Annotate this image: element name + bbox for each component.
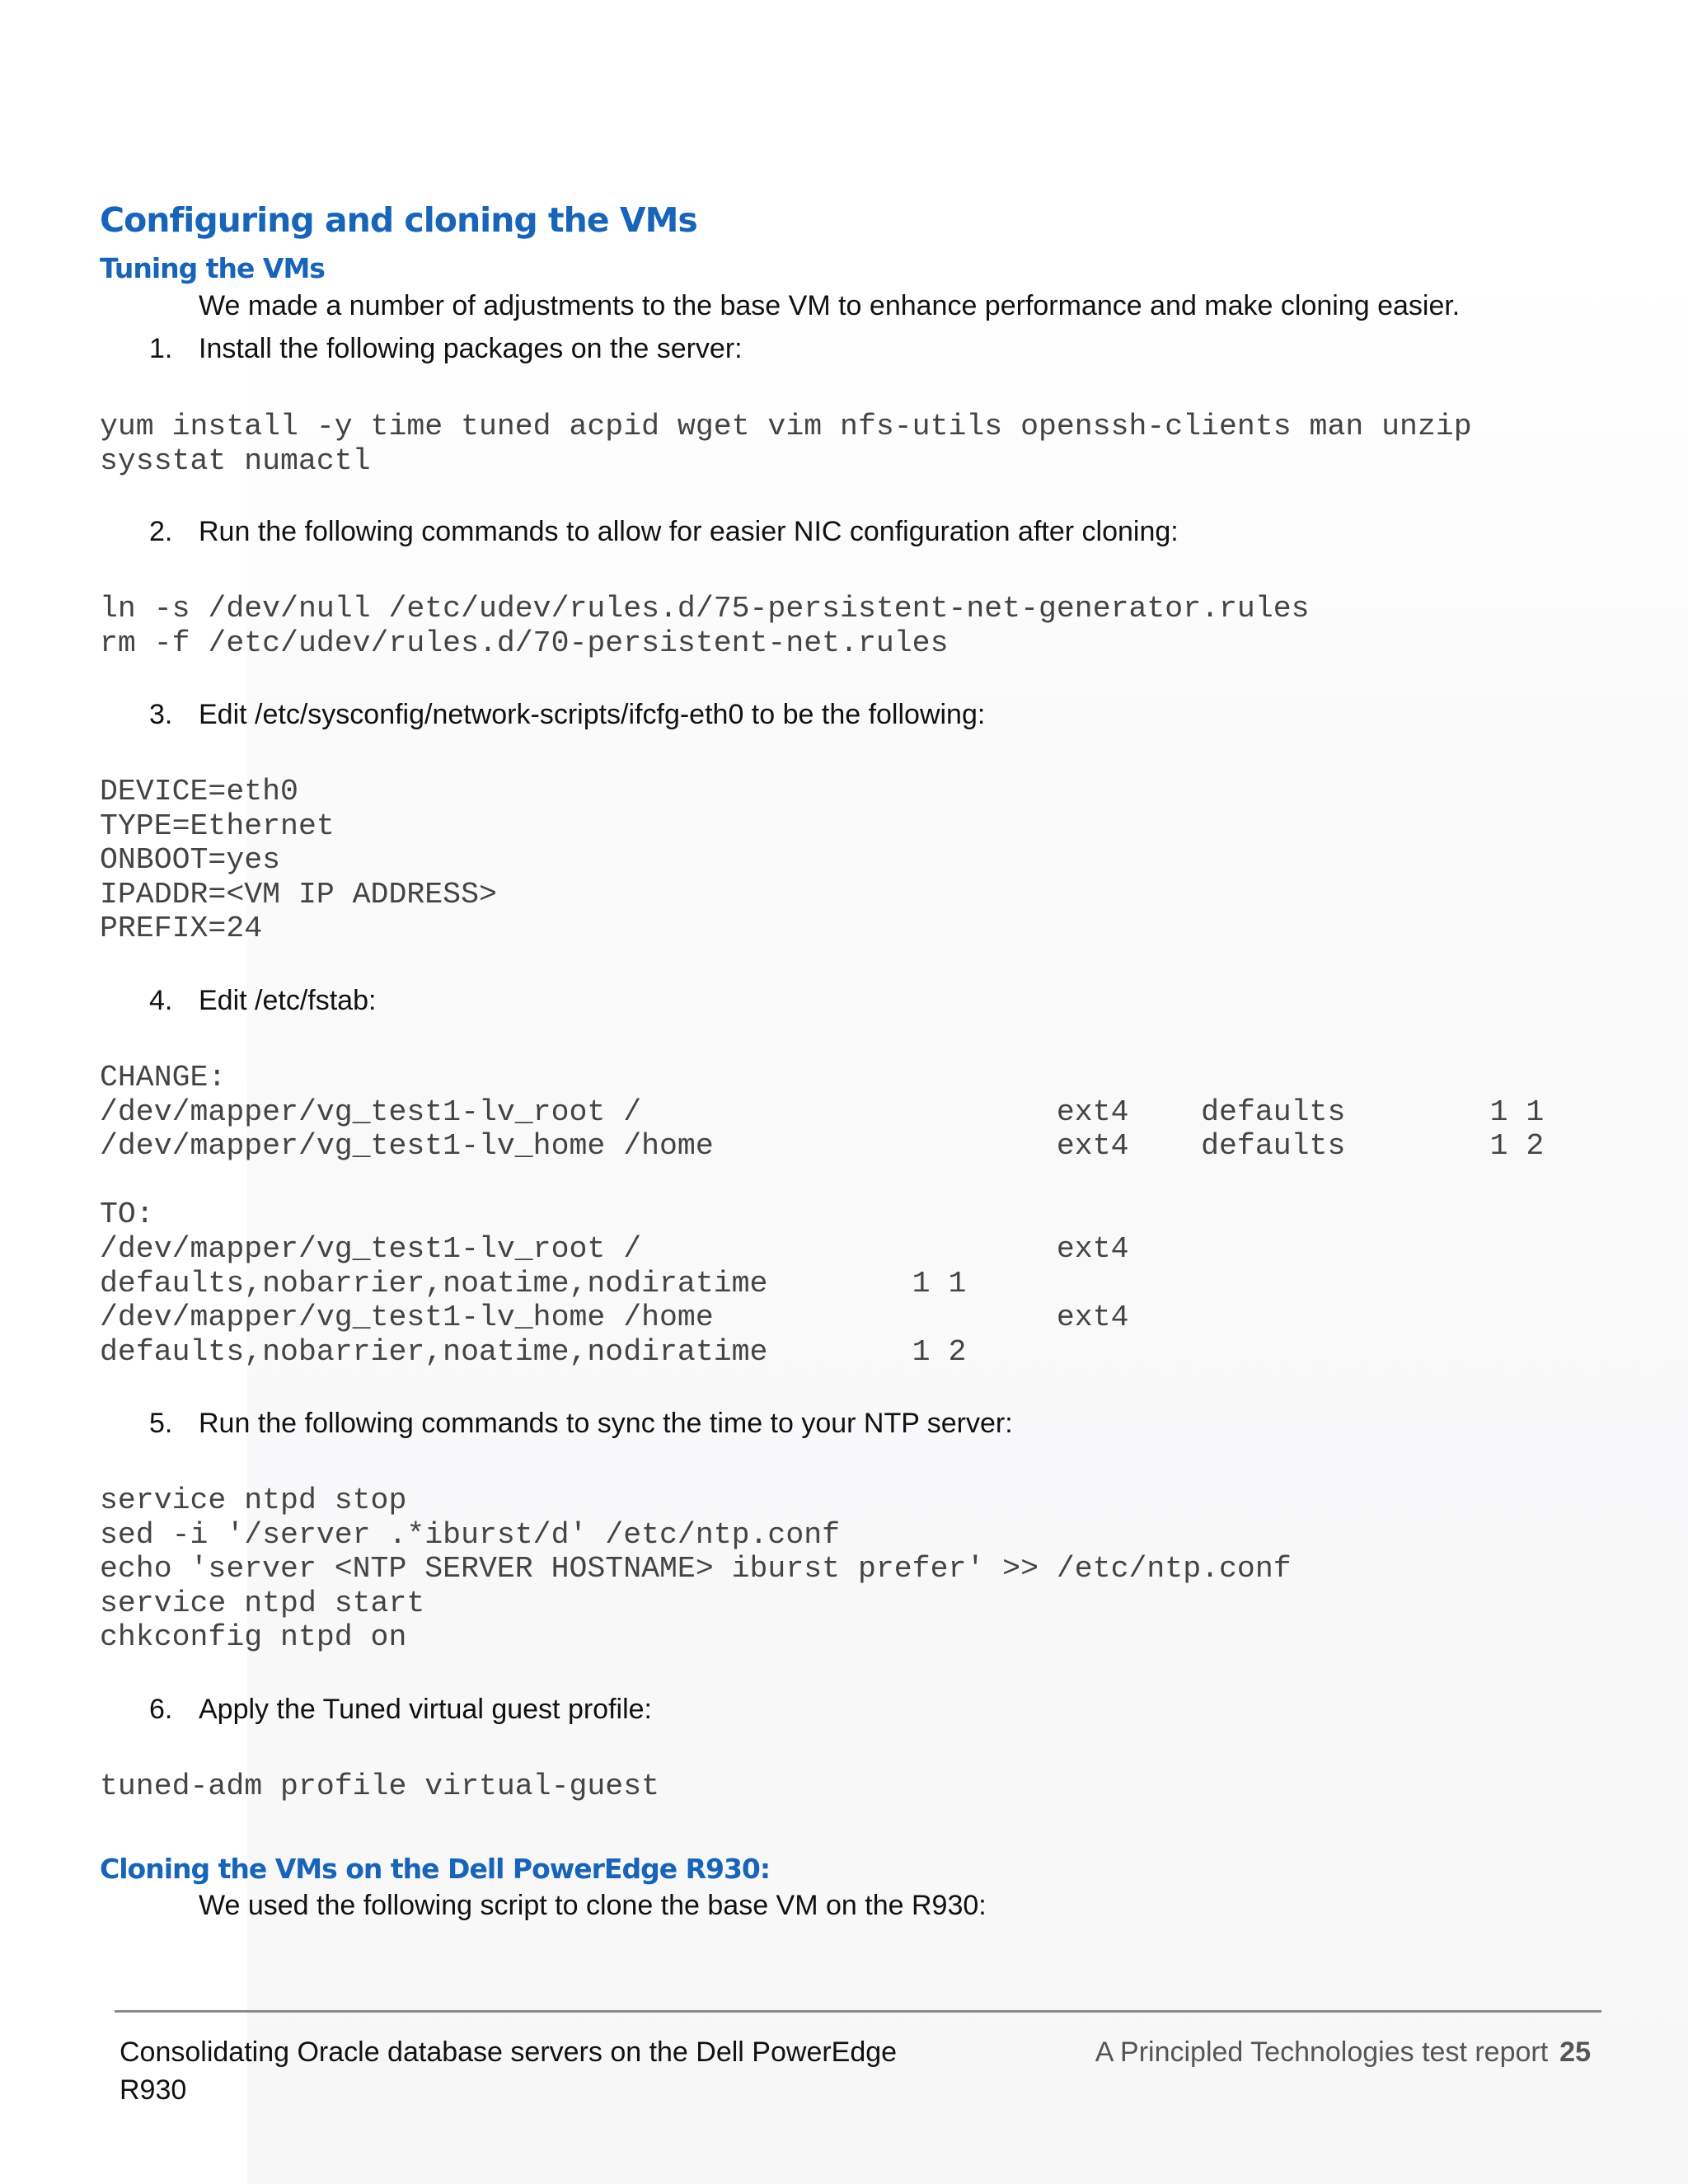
step-text: Edit /etc/sysconfig/network-scripts/ifcfg-eth0 to be the following:: [199, 699, 986, 730]
step-text: Run the following commands to allow for easier NIC configuration after cloning:: [199, 516, 1179, 547]
footer-divider: [115, 2010, 1601, 2013]
step-text: Edit /etc/fstab:: [199, 985, 377, 1016]
step-number: 3.: [149, 699, 173, 730]
code-block-step-5: service ntpd stop sed -i '/server .*iburst/d' /etc/ntp.conf echo 'server <NTP SERVER HOSTNAME> iburst prefer' >> /etc/ntp.conf service ntpd start chkconfig ntpd on: [100, 1483, 1292, 1655]
step-2: [149, 516, 1179, 548]
footer-publisher-text: A Principled Technologies test report: [1095, 2036, 1549, 2068]
step-5: [149, 1408, 1013, 1440]
subsection-heading-tuning: Tuning the VMs: [100, 252, 325, 284]
footer-report-title: Consolidating Oracle database servers on the Dell PowerEdge R930: [120, 2036, 898, 2106]
subsection-heading-cloning: Cloning the VMs on the Dell PowerEdge R930:: [100, 1853, 771, 1885]
step-number: 5.: [149, 1408, 173, 1439]
step-4: [149, 985, 376, 1017]
page-number: 25: [1559, 2036, 1591, 2068]
footer-publisher: [989, 2033, 1591, 2071]
step-3: [149, 699, 985, 731]
step-number: 4.: [149, 985, 173, 1016]
step-text: Apply the Tuned virtual guest profile:: [199, 1694, 652, 1725]
intro-paragraph-tuning: We made a number of adjustments to the base VM to enhance performance and make cloning easier.: [199, 290, 1461, 321]
code-block-step-6: tuned-adm profile virtual-guest: [100, 1769, 660, 1803]
step-text: Run the following commands to sync the time to your NTP server:: [199, 1408, 1013, 1439]
step-number: 1.: [149, 333, 173, 364]
code-block-step-2: ln -s /dev/null /etc/udev/rules.d/75-persistent-net-generator.rules rm -f /etc/udev/rules.d/70-persistent-net.rules: [100, 592, 1310, 660]
code-block-step-3: DEVICE=eth0 TYPE=Ethernet ONBOOT=yes IPADDR=<VM IP ADDRESS> PREFIX=24: [100, 775, 497, 946]
step-text: Install the following packages on the server:: [199, 333, 743, 364]
code-block-step-4: CHANGE: /dev/mapper/vg_test1-lv_root / ext4 defaults 1 1 /dev/mapper/vg_test1-lv_home /home ext4 defaults 1 2 TO: /dev/mapper/vg_test1-lv_root / ext4 defaults,nobarrier,noatime,nodiratime 1 1 /dev/mapper/vg_test1-lv_home /home ext4 defaults,nobarrier,noatime,nodiratime 1 2: [100, 1061, 1545, 1369]
section-heading: Configuring and cloning the VMs: [100, 200, 697, 240]
step-1: [149, 333, 743, 365]
code-block-step-1: yum install -y time tuned acpid wget vim nfs-utils openssh-clients man unzip sysstat numactl: [100, 410, 1472, 478]
step-number: 2.: [149, 516, 173, 547]
intro-paragraph-cloning: We used the following script to clone the base VM on the R930:: [199, 1890, 987, 1921]
step-6: [149, 1694, 652, 1726]
step-number: 6.: [149, 1694, 173, 1725]
